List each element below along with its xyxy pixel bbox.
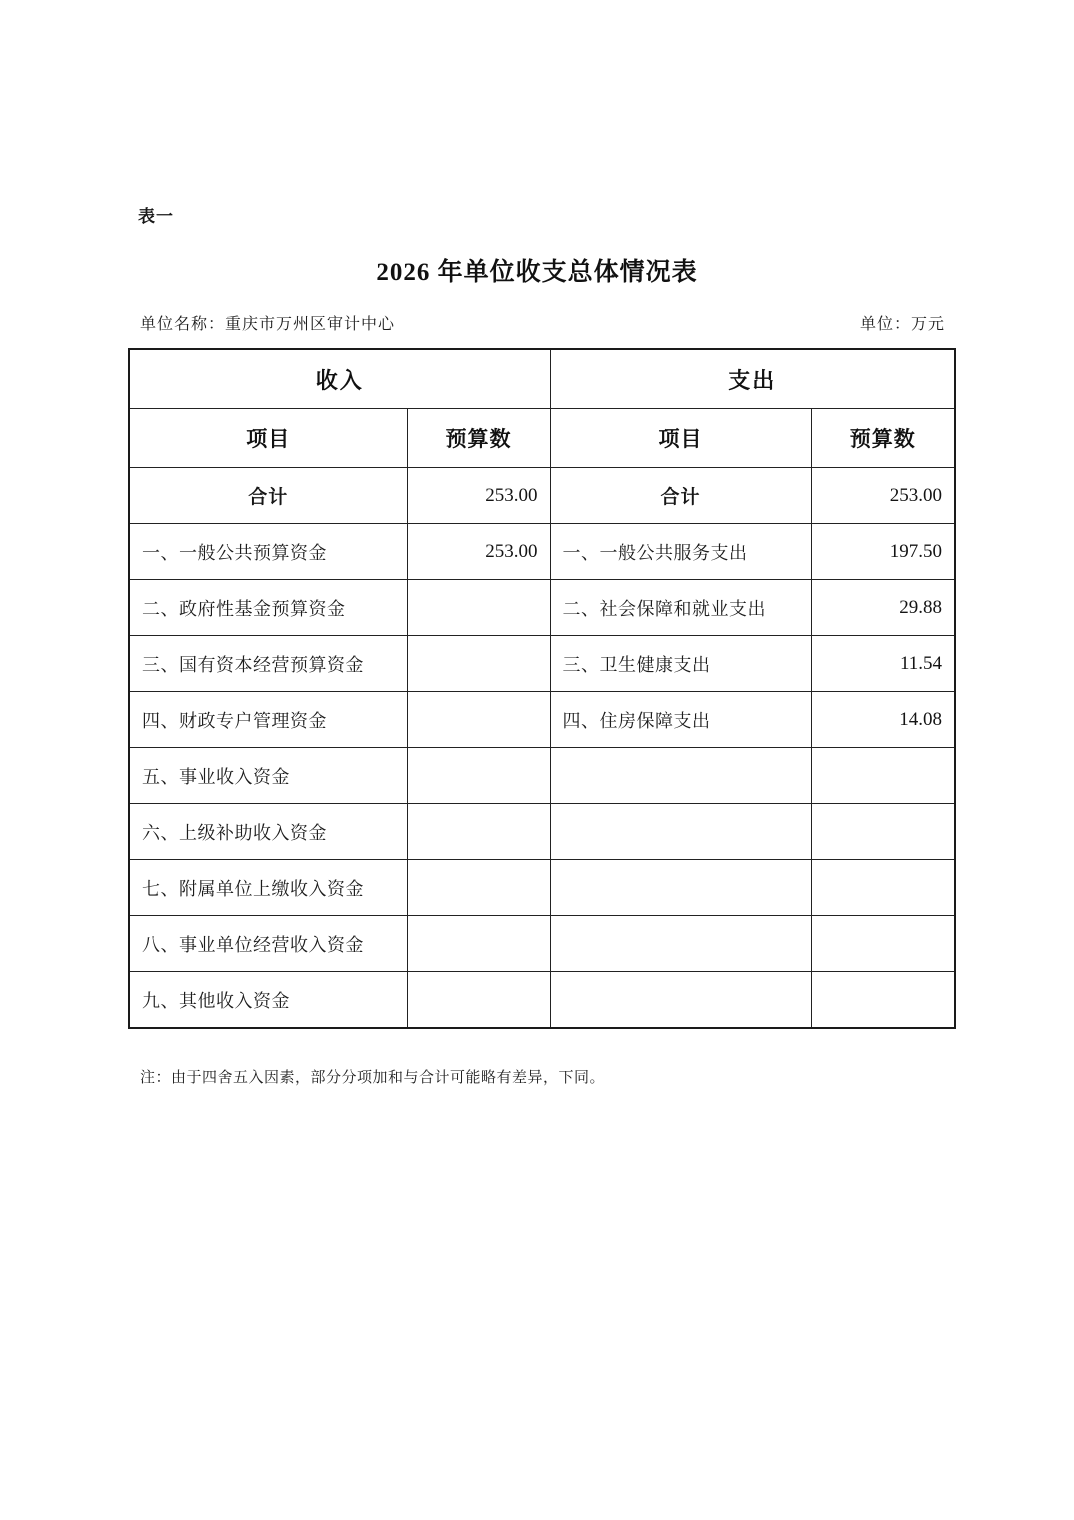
expense-item bbox=[550, 804, 811, 860]
expense-section-header: 支出 bbox=[550, 349, 955, 409]
table-row bbox=[129, 972, 955, 1029]
income-item: 五、事业收入资金 bbox=[129, 748, 407, 804]
income-item: 七、附属单位上缴收入资金 bbox=[129, 860, 407, 916]
expense-item bbox=[550, 860, 811, 916]
budget-summary-table bbox=[128, 348, 956, 1029]
expense-value: 197.50 bbox=[811, 524, 955, 580]
income-section-header: 收入 bbox=[129, 349, 550, 409]
expense-value bbox=[811, 972, 955, 1029]
income-total-label: 合计 bbox=[129, 468, 407, 524]
income-item: 九、其他收入资金 bbox=[129, 972, 407, 1029]
total-row bbox=[129, 468, 955, 524]
expense-item-header: 项目 bbox=[550, 409, 811, 468]
income-value bbox=[407, 692, 550, 748]
expense-value: 11.54 bbox=[811, 636, 955, 692]
column-header-row bbox=[129, 409, 955, 468]
unit-measure-label: 单位：万元 bbox=[859, 316, 945, 333]
expense-item: 一、一般公共服务支出 bbox=[550, 524, 811, 580]
expense-item bbox=[550, 972, 811, 1029]
income-value bbox=[407, 916, 550, 972]
income-item: 八、事业单位经营收入资金 bbox=[129, 916, 407, 972]
income-value: 253.00 bbox=[407, 524, 550, 580]
income-item: 四、财政专户管理资金 bbox=[129, 692, 407, 748]
expense-total-value: 253.00 bbox=[811, 468, 955, 524]
expense-value bbox=[811, 916, 955, 972]
table-row bbox=[129, 692, 955, 748]
meta-row bbox=[140, 311, 945, 334]
expense-item: 二、社会保障和就业支出 bbox=[550, 580, 811, 636]
table-row bbox=[129, 804, 955, 860]
expense-value bbox=[811, 748, 955, 804]
income-total-value: 253.00 bbox=[407, 468, 550, 524]
table-row bbox=[129, 580, 955, 636]
footnote: 注：由于四舍五入因素，部分分项加和与合计可能略有差异，下同。 bbox=[140, 1070, 606, 1086]
expense-value bbox=[811, 860, 955, 916]
unit-name-label: 单位名称：重庆市万州区审计中心 bbox=[140, 316, 396, 333]
section-header-row bbox=[129, 349, 955, 409]
income-item: 二、政府性基金预算资金 bbox=[129, 580, 407, 636]
table-row bbox=[129, 916, 955, 972]
income-item-header: 项目 bbox=[129, 409, 407, 468]
expense-item bbox=[550, 748, 811, 804]
expense-value bbox=[811, 804, 955, 860]
expense-item: 三、卫生健康支出 bbox=[550, 636, 811, 692]
expense-item bbox=[550, 916, 811, 972]
income-value bbox=[407, 580, 550, 636]
expense-value: 14.08 bbox=[811, 692, 955, 748]
income-budget-header: 预算数 bbox=[407, 409, 550, 468]
table-row bbox=[129, 860, 955, 916]
expense-value: 29.88 bbox=[811, 580, 955, 636]
income-value bbox=[407, 748, 550, 804]
income-item: 六、上级补助收入资金 bbox=[129, 804, 407, 860]
income-item: 一、一般公共预算资金 bbox=[129, 524, 407, 580]
table-row bbox=[129, 636, 955, 692]
table-row bbox=[129, 748, 955, 804]
table-label: 表一 bbox=[138, 207, 174, 226]
income-item: 三、国有资本经营预算资金 bbox=[129, 636, 407, 692]
page-title: 2026 年单位收支总体情况表 bbox=[376, 259, 698, 286]
income-value bbox=[407, 860, 550, 916]
table-row bbox=[129, 524, 955, 580]
income-value bbox=[407, 636, 550, 692]
expense-total-label: 合计 bbox=[550, 468, 811, 524]
expense-budget-header: 预算数 bbox=[811, 409, 955, 468]
income-value bbox=[407, 804, 550, 860]
income-value bbox=[407, 972, 550, 1029]
expense-item: 四、住房保障支出 bbox=[550, 692, 811, 748]
